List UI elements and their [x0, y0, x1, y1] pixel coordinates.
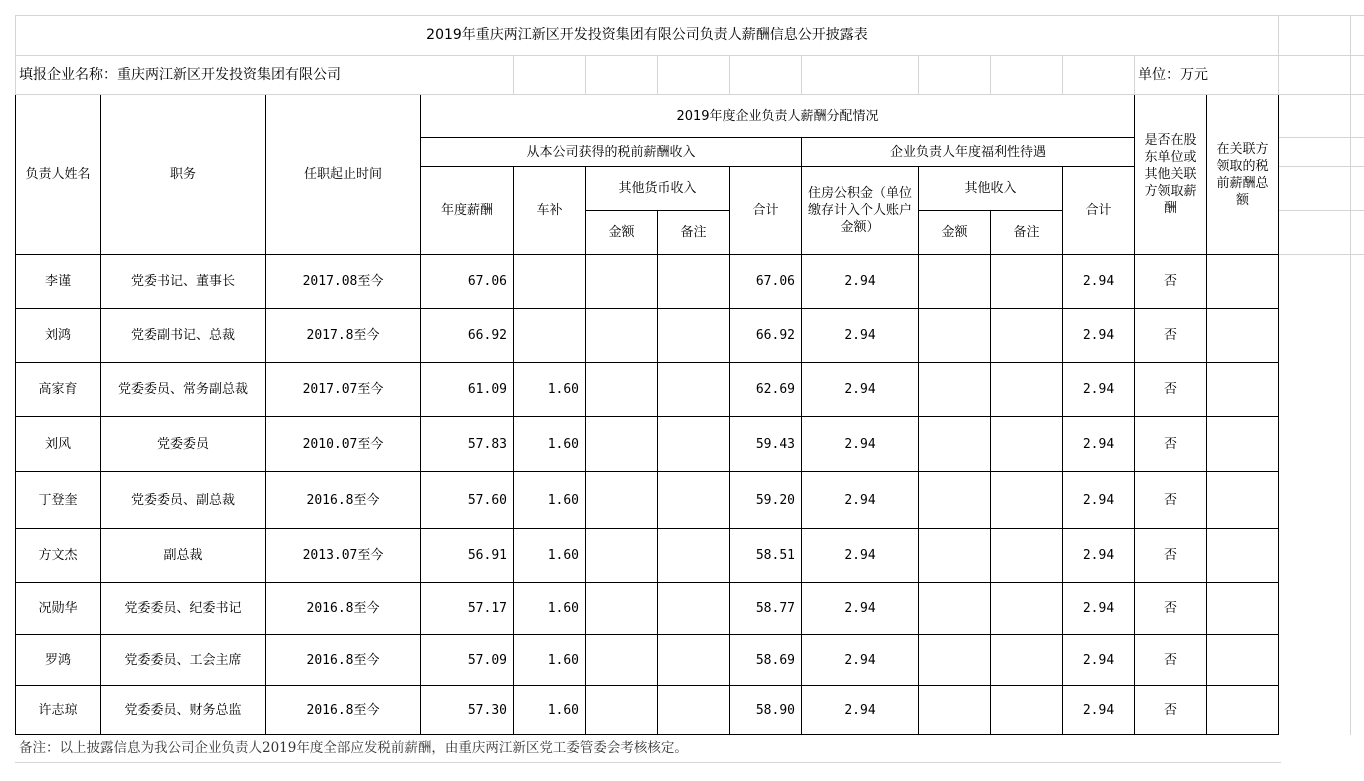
cell-related: 否 — [1135, 363, 1207, 417]
cell-empty — [919, 635, 991, 686]
cell-empty — [658, 309, 730, 363]
table-row — [16, 417, 1279, 472]
cell-car — [514, 255, 586, 309]
cell-name: 丁登奎 — [16, 472, 101, 529]
cell-empty — [586, 686, 658, 735]
cell-fund: 2.94 — [802, 583, 919, 635]
cell-total: 58.77 — [730, 583, 802, 635]
cell-car: 1.60 — [514, 635, 586, 686]
table-title: 2019年重庆两江新区开发投资集团有限公司负责人薪酬信息公开披露表 — [16, 16, 1279, 56]
cell-car: 1.60 — [514, 583, 586, 635]
cell-empty — [658, 363, 730, 417]
table-row — [16, 529, 1279, 583]
header-other-monetary: 其他货币收入 — [586, 167, 730, 211]
cell-term: 2016.8至今 — [266, 472, 421, 529]
cell-total: 58.51 — [730, 529, 802, 583]
cell-wtotal: 2.94 — [1063, 583, 1135, 635]
table-row — [16, 255, 1279, 309]
cell-name: 况勋华 — [16, 583, 101, 635]
cell-empty — [1207, 529, 1279, 583]
cell-term: 2016.8至今 — [266, 686, 421, 735]
cell-fund: 2.94 — [802, 686, 919, 735]
cell-empty — [919, 686, 991, 735]
cell-related: 否 — [1135, 417, 1207, 472]
cell-salary: 57.83 — [421, 417, 514, 472]
cell-name: 方文杰 — [16, 529, 101, 583]
header-other-income: 其他收入 — [919, 167, 1063, 211]
cell-salary: 56.91 — [421, 529, 514, 583]
cell-term: 2010.07至今 — [266, 417, 421, 472]
cell-empty — [991, 635, 1063, 686]
cell-salary: 57.09 — [421, 635, 514, 686]
cell-empty — [991, 472, 1063, 529]
cell-empty — [991, 417, 1063, 472]
cell-term: 2016.8至今 — [266, 583, 421, 635]
header-housing-fund: 住房公积金（单位缴存计入个人账户金额） — [802, 167, 919, 255]
cell-wtotal: 2.94 — [1063, 635, 1135, 686]
cell-empty — [919, 583, 991, 635]
cell-total: 67.06 — [730, 255, 802, 309]
header-car-allowance: 车补 — [514, 167, 586, 255]
cell-empty — [991, 255, 1063, 309]
cell-empty — [586, 472, 658, 529]
cell-empty — [586, 363, 658, 417]
header-welfare-remark: 备注 — [991, 211, 1063, 255]
cell-car: 1.60 — [514, 363, 586, 417]
footnote: 备注：以上披露信息为我公司企业负责人2019年度全部应发税前薪酬，由重庆两江新区党工委管委会考核核定。 — [15, 734, 1281, 763]
header-related-total: 在关联方领取的税前薪酬总额 — [1207, 95, 1279, 255]
salary-disclosure-table — [15, 15, 1279, 735]
cell-fund: 2.94 — [802, 529, 919, 583]
cell-empty — [658, 417, 730, 472]
header-amount: 金额 — [586, 211, 658, 255]
cell-total: 62.69 — [730, 363, 802, 417]
cell-empty — [586, 255, 658, 309]
cell-position: 党委副书记、总裁 — [101, 309, 266, 363]
cell-salary: 67.06 — [421, 255, 514, 309]
cell-term: 2017.08至今 — [266, 255, 421, 309]
cell-salary: 57.60 — [421, 472, 514, 529]
cell-empty — [586, 635, 658, 686]
header-annual-salary: 年度薪酬 — [421, 167, 514, 255]
cell-empty — [586, 309, 658, 363]
cell-empty — [991, 363, 1063, 417]
cell-total: 59.20 — [730, 472, 802, 529]
cell-fund: 2.94 — [802, 363, 919, 417]
cell-fund: 2.94 — [802, 309, 919, 363]
header-related-party: 是否在股东单位或其他关联方领取薪酬 — [1135, 95, 1207, 255]
cell-empty — [1207, 309, 1279, 363]
cell-term: 2017.8至今 — [266, 309, 421, 363]
company-name: 填报企业名称：重庆两江新区开发投资集团有限公司 — [16, 56, 514, 95]
cell-empty — [658, 635, 730, 686]
cell-related: 否 — [1135, 635, 1207, 686]
header-term: 任职起止时间 — [266, 95, 421, 255]
cell-term: 2013.07至今 — [266, 529, 421, 583]
header-welfare: 企业负责人年度福利性待遇 — [802, 138, 1135, 167]
cell-car: 1.60 — [514, 472, 586, 529]
table-row — [16, 583, 1279, 635]
cell-name: 李谨 — [16, 255, 101, 309]
cell-wtotal: 2.94 — [1063, 363, 1135, 417]
header-position: 职务 — [101, 95, 266, 255]
cell-car — [514, 309, 586, 363]
cell-position: 党委委员、财务总监 — [101, 686, 266, 735]
cell-total: 58.90 — [730, 686, 802, 735]
cell-related: 否 — [1135, 529, 1207, 583]
cell-empty — [991, 686, 1063, 735]
header-remark: 备注 — [658, 211, 730, 255]
cell-salary: 66.92 — [421, 309, 514, 363]
cell-empty — [586, 529, 658, 583]
cell-empty — [658, 472, 730, 529]
cell-position: 副总裁 — [101, 529, 266, 583]
cell-name: 许志琼 — [16, 686, 101, 735]
header-total: 合计 — [730, 167, 802, 255]
cell-empty — [658, 255, 730, 309]
table-row — [16, 635, 1279, 686]
cell-fund: 2.94 — [802, 417, 919, 472]
cell-position: 党委委员 — [101, 417, 266, 472]
cell-empty — [919, 529, 991, 583]
table-row — [16, 309, 1279, 363]
cell-car: 1.60 — [514, 529, 586, 583]
cell-position: 党委委员、副总裁 — [101, 472, 266, 529]
unit-label: 单位：万元 — [1135, 56, 1279, 95]
table-row — [16, 686, 1279, 735]
cell-position: 党委委员、工会主席 — [101, 635, 266, 686]
cell-position: 党委委员、常务副总裁 — [101, 363, 266, 417]
cell-related: 否 — [1135, 686, 1207, 735]
cell-total: 66.92 — [730, 309, 802, 363]
cell-empty — [1207, 686, 1279, 735]
cell-fund: 2.94 — [802, 635, 919, 686]
cell-car: 1.60 — [514, 417, 586, 472]
cell-empty — [1207, 635, 1279, 686]
cell-fund: 2.94 — [802, 255, 919, 309]
cell-wtotal: 2.94 — [1063, 472, 1135, 529]
cell-position: 党委委员、纪委书记 — [101, 583, 266, 635]
cell-related: 否 — [1135, 309, 1207, 363]
cell-related: 否 — [1135, 472, 1207, 529]
cell-wtotal: 2.94 — [1063, 255, 1135, 309]
header-distribution: 2019年度企业负责人薪酬分配情况 — [421, 95, 1135, 138]
cell-empty — [1207, 472, 1279, 529]
cell-empty — [919, 472, 991, 529]
cell-empty — [658, 583, 730, 635]
cell-salary: 61.09 — [421, 363, 514, 417]
header-welfare-amount: 金额 — [919, 211, 991, 255]
table-row — [16, 472, 1279, 529]
cell-name: 高家育 — [16, 363, 101, 417]
table-row — [16, 363, 1279, 417]
cell-fund: 2.94 — [802, 472, 919, 529]
cell-empty — [1207, 363, 1279, 417]
cell-related: 否 — [1135, 255, 1207, 309]
cell-name: 刘鸿 — [16, 309, 101, 363]
cell-term: 2016.8至今 — [266, 635, 421, 686]
cell-empty — [919, 255, 991, 309]
cell-empty — [1207, 255, 1279, 309]
cell-empty — [919, 417, 991, 472]
cell-empty — [919, 363, 991, 417]
cell-total: 59.43 — [730, 417, 802, 472]
cell-position: 党委书记、董事长 — [101, 255, 266, 309]
cell-empty — [991, 309, 1063, 363]
header-name: 负责人姓名 — [16, 95, 101, 255]
cell-empty — [1207, 417, 1279, 472]
cell-salary: 57.17 — [421, 583, 514, 635]
cell-total: 58.69 — [730, 635, 802, 686]
cell-wtotal: 2.94 — [1063, 417, 1135, 472]
cell-wtotal: 2.94 — [1063, 686, 1135, 735]
cell-empty — [586, 417, 658, 472]
header-pretax-income: 从本公司获得的税前薪酬收入 — [421, 138, 802, 167]
cell-empty — [586, 583, 658, 635]
cell-empty — [991, 529, 1063, 583]
cell-empty — [658, 529, 730, 583]
cell-empty — [991, 583, 1063, 635]
cell-empty — [658, 686, 730, 735]
cell-empty — [1207, 583, 1279, 635]
cell-salary: 57.30 — [421, 686, 514, 735]
cell-wtotal: 2.94 — [1063, 529, 1135, 583]
cell-wtotal: 2.94 — [1063, 309, 1135, 363]
cell-name: 刘风 — [16, 417, 101, 472]
cell-related: 否 — [1135, 583, 1207, 635]
cell-empty — [919, 309, 991, 363]
header-welfare-total: 合计 — [1063, 167, 1135, 255]
cell-name: 罗鸿 — [16, 635, 101, 686]
cell-car: 1.60 — [514, 686, 586, 735]
cell-term: 2017.07至今 — [266, 363, 421, 417]
